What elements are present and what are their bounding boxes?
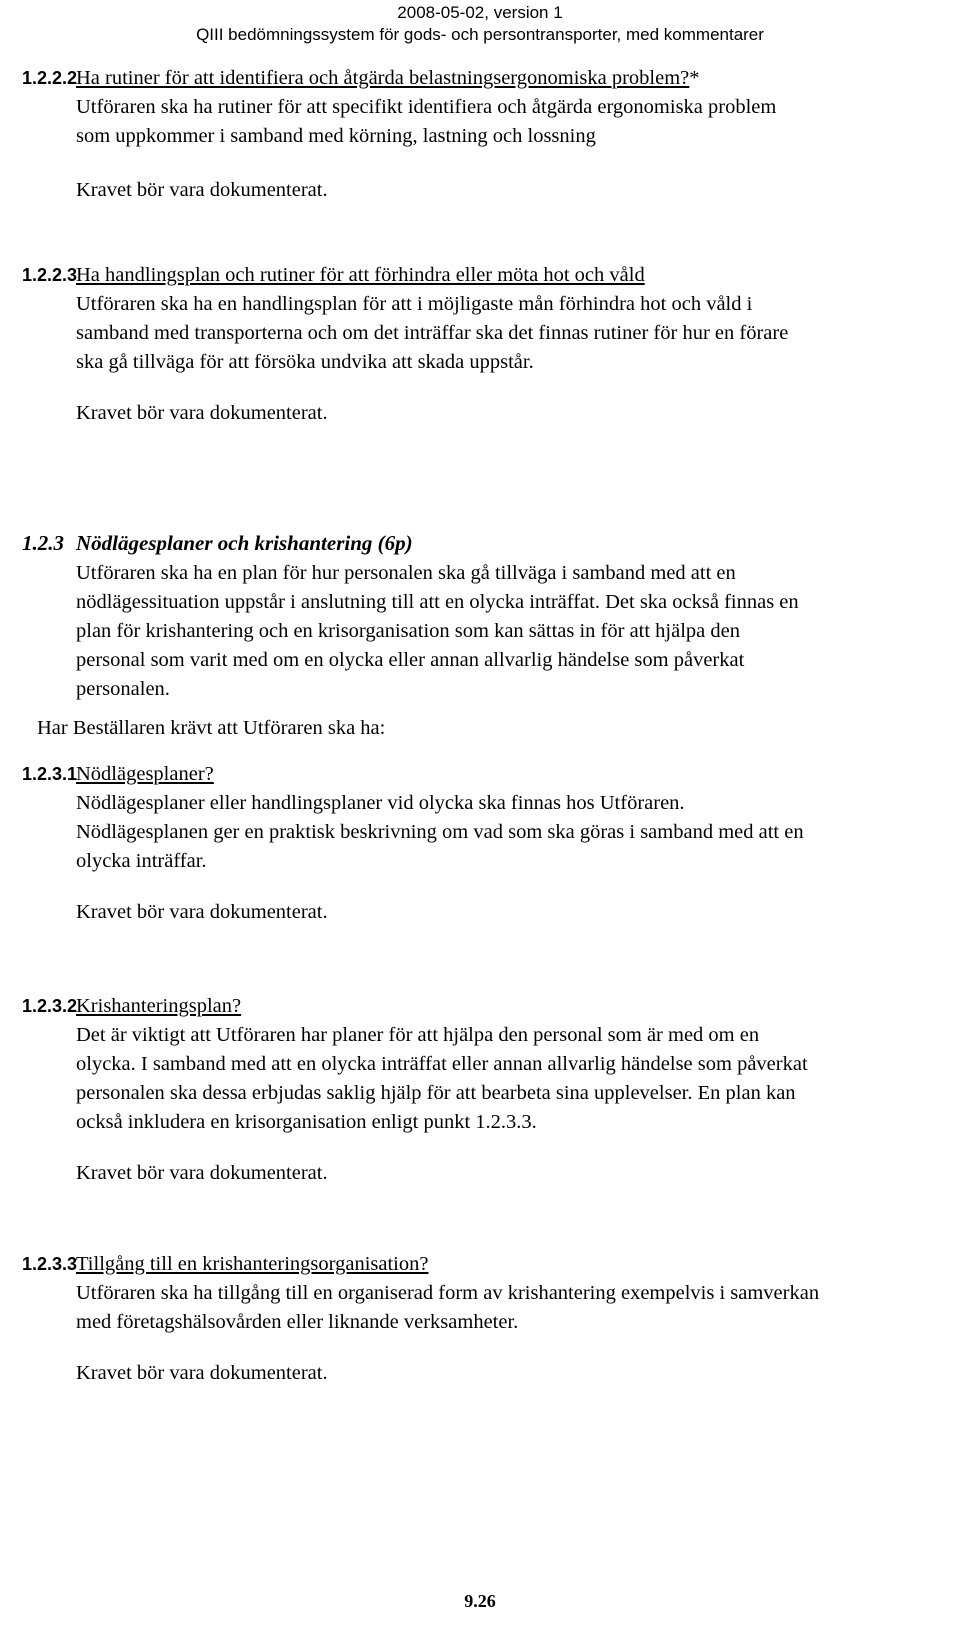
body-line: Utföraren ska ha rutiner för att specifikt identifiera och åtgärda ergonomiska problem [76, 96, 777, 118]
section-title: Tillgång till en krishanteringsorganisation? [76, 1253, 429, 1275]
documentation-note: Kravet bör vara dokumenterat. [76, 402, 328, 424]
documentation-note: Kravet bör vara dokumenterat. [76, 1362, 328, 1384]
body-line: ska gå tillväga för att försöka undvika att skada uppstår. [76, 351, 534, 373]
section-number: 1.2.3.3 [22, 1254, 78, 1274]
body-line: olycka inträffar. [76, 850, 207, 872]
page-header [0, 2, 960, 46]
section-1-2-2-2 [22, 64, 960, 205]
section-1-2-3-1 [22, 760, 960, 927]
body-line: personal som varit med om en olycka eller annan allvarlig händelse som påverkat [76, 649, 745, 671]
body-line: Nödlägesplaner eller handlingsplaner vid olycka ska finnas hos Utföraren. [76, 792, 685, 814]
section-title: Nödlägesplaner? [76, 763, 214, 785]
asterisk-mark: * [689, 67, 700, 89]
body-line: Utföraren ska ha en handlingsplan för att i möjligaste mån förhindra hot och våld i [76, 293, 753, 315]
body-line: Det är viktigt att Utföraren har planer för att hjälpa den personal som är med om en [76, 1024, 760, 1046]
body-line: nödlägessituation uppstår i anslutning till att en olycka inträffat. Det ska också finnas en [76, 591, 799, 613]
section-number: 1.2.2.2 [22, 68, 78, 88]
section-title: Ha handlingsplan och rutiner för att förhindra eller möta hot och våld [76, 264, 645, 286]
body-line: Nödlägesplanen ger en praktisk beskrivning om vad som ska göras i samband med att en [76, 821, 804, 843]
documentation-note: Kravet bör vara dokumenterat. [76, 1162, 328, 1184]
section-heading [22, 64, 960, 93]
section-title: Ha rutiner för att identifiera och åtgärda belastningsergonomiska problem? [76, 67, 690, 89]
section-heading [22, 992, 960, 1021]
body-line: olycka. I samband med att en olycka inträffat eller annan allvarlig händelse som påverkat [76, 1053, 808, 1075]
body-line: plan för krishantering och en krisorganisation som kan sättas in för att hjälpa den [76, 620, 740, 642]
header-document-title: QIII bedömningssystem för gods- och persontransporter, med kommentarer [196, 25, 764, 44]
section-number: 1.2.3.1 [22, 764, 78, 784]
section-1-2-3 [22, 529, 960, 743]
body-line: Utföraren ska ha tillgång till en organiserad form av krishantering exempelvis i samverkan [76, 1282, 820, 1304]
section-number: 1.2.3.2 [22, 996, 78, 1016]
body-line: som uppkommer i samband med körning, lastning och lossning [76, 125, 596, 147]
page-number: 9.26 [464, 1591, 496, 1611]
section-heading [22, 760, 960, 789]
section-title: Krishanteringsplan? [76, 995, 242, 1017]
body-line: Utföraren ska ha en plan för hur personalen ska gå tillväga i samband med att en [76, 562, 736, 584]
section-heading [22, 1250, 960, 1279]
header-date-version: 2008-05-02, version 1 [397, 3, 563, 22]
body-line: med företagshälsovården eller liknande verksamheter. [76, 1311, 519, 1333]
body-line: personalen. [76, 678, 170, 700]
documentation-note: Kravet bör vara dokumenterat. [76, 901, 328, 923]
requirement-intro: Har Beställaren krävt att Utföraren ska ha: [37, 717, 386, 739]
section-heading [22, 529, 960, 559]
body-line: samband med transporterna och om det inträffar ska det finnas rutiner för hur en förare [76, 322, 789, 344]
body-line: också inkludera en krisorganisation enligt punkt 1.2.3.3. [76, 1111, 537, 1133]
documentation-note: Kravet bör vara dokumenterat. [76, 179, 328, 201]
section-1-2-3-2 [22, 992, 960, 1188]
body-line: personalen ska dessa erbjudas saklig hjälp för att bearbeta sina upplevelser. En plan kan [76, 1082, 796, 1104]
section-number: 1.2.2.3 [22, 265, 78, 285]
section-1-2-3-3 [22, 1250, 960, 1388]
section-number: 1.2.3 [22, 531, 64, 555]
section-heading [22, 261, 960, 290]
section-title: Nödlägesplaner och krishantering (6p) [76, 531, 413, 555]
section-1-2-2-3 [22, 261, 960, 428]
